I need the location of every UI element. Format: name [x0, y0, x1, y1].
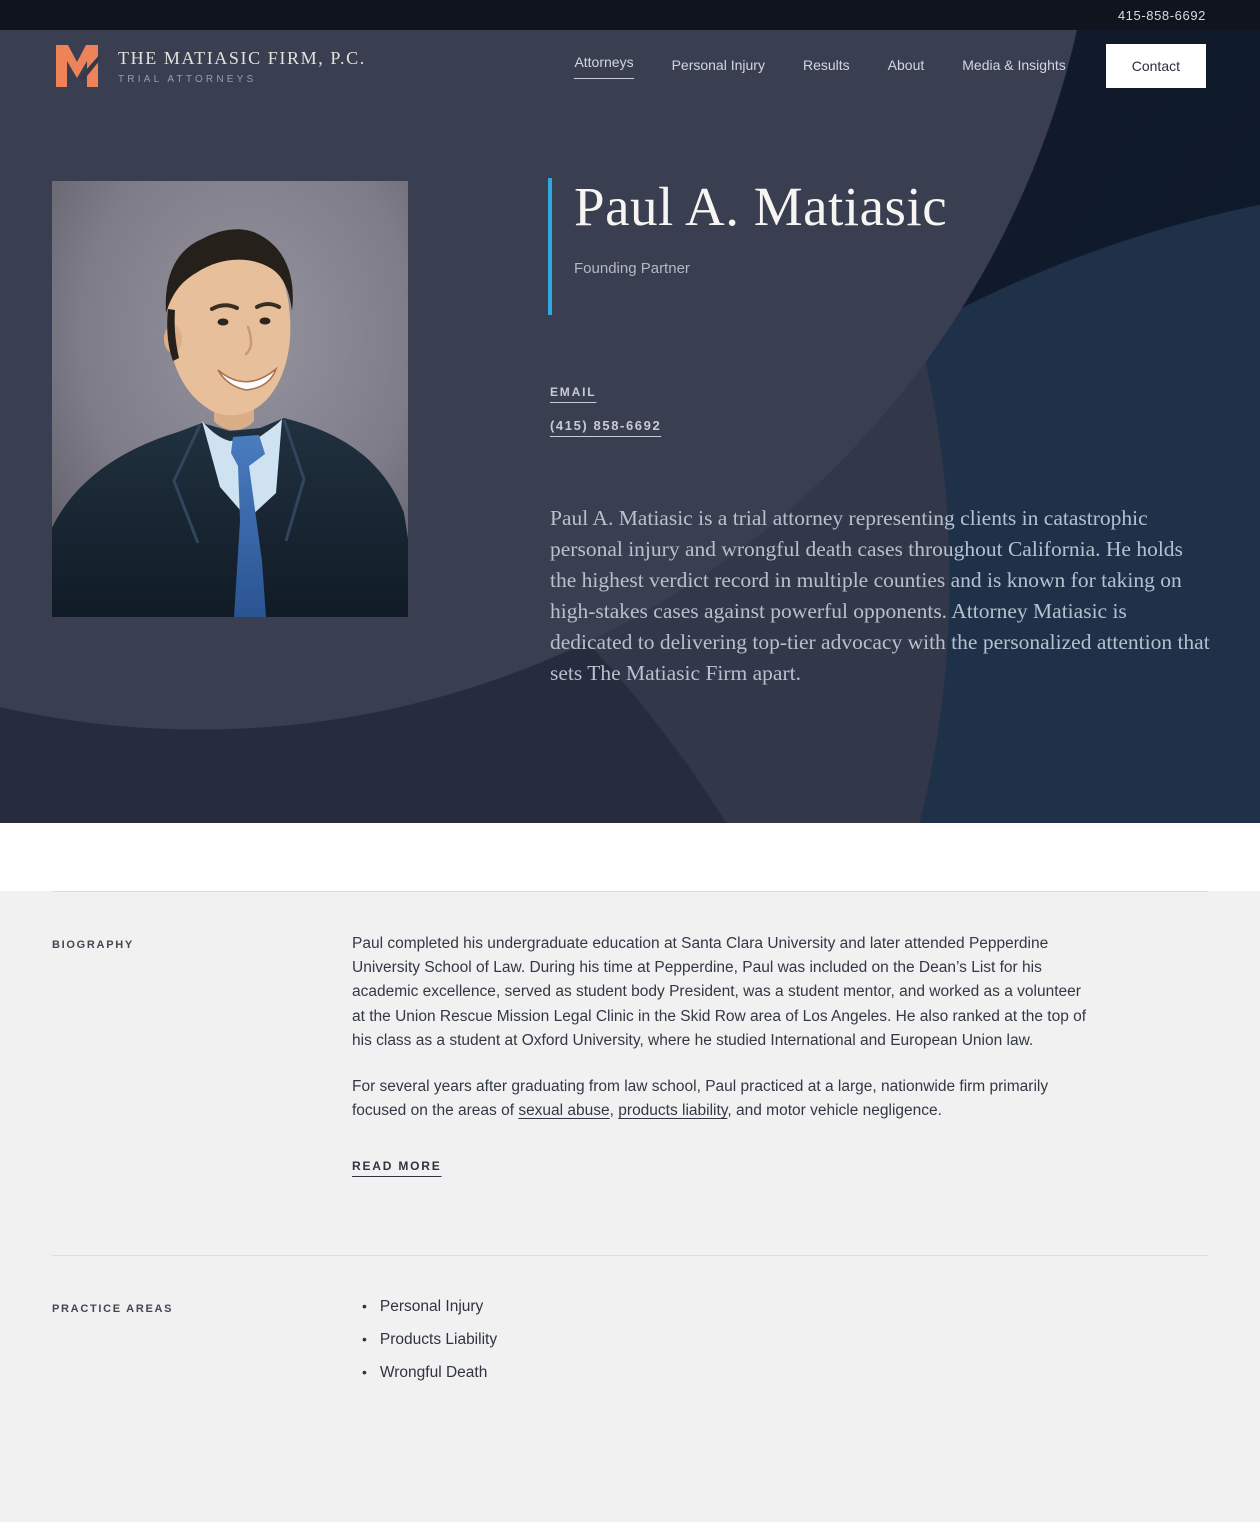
hero-intro-paragraph: Paul A. Matiasic is a trial attorney representing clients in catastrophic personal injury and wrongful death cases throughout California. He holds the highest verdict record in multiple counties and is known for taking on high-stakes cases against powerful opponents. Attorney Matiasic is dedicated to delivering top-tier advocacy with the personalized attention that sets The Matiasic Firm apart.: [550, 506, 1210, 685]
brand-logo[interactable]: [54, 43, 366, 89]
header-right: [574, 44, 1206, 88]
logo-m-icon: [54, 43, 100, 89]
practice-area-item: • Products Liability: [352, 1331, 1092, 1349]
brand-tagline: TRIAL ATTORNEYS: [118, 73, 257, 85]
hero-right-column: [548, 178, 1210, 823]
dark-hero-wrap: [0, 30, 1260, 823]
email-link[interactable]: EMAIL: [550, 385, 597, 399]
biography-label-col: [52, 932, 352, 1175]
biography-label: BIOGRAPHY: [52, 939, 134, 951]
biography-row: [52, 932, 1208, 1175]
brand-name: THE MATIASIC FIRM, P.C.: [118, 47, 366, 68]
top-utility-bar: [0, 0, 1260, 30]
sexual-abuse-link[interactable]: sexual abuse: [518, 1102, 610, 1120]
section-divider: [52, 891, 1208, 892]
read-more-link[interactable]: READ MORE: [352, 1159, 442, 1174]
contact-button[interactable]: Contact: [1106, 44, 1206, 88]
nav-item[interactable]: Attorneys: [574, 54, 633, 79]
bio-p2-text: For several years after graduating from law school, Paul practiced at a large, nationwide firm primarily focused on the areas of: [352, 1077, 1049, 1120]
attorney-portrait: [52, 181, 408, 617]
site-header: [0, 30, 1260, 102]
practice-areas-content: [352, 1296, 1092, 1397]
hero-section: [0, 102, 1260, 823]
bio-p2-text: , and motor vehicle negligence.: [727, 1102, 942, 1120]
content-section: [0, 891, 1260, 1522]
hero-title-block: [548, 178, 1210, 315]
brand-text: [118, 48, 366, 85]
practice-areas-label: PRACTICE AREAS: [52, 1303, 174, 1316]
bio-p2-text: ,: [609, 1102, 619, 1120]
nav-item[interactable]: Media & Insights: [962, 56, 1066, 73]
section-divider: [52, 1255, 1208, 1256]
biography-paragraph-2: [352, 1075, 1092, 1123]
nav-item[interactable]: Results: [802, 56, 850, 73]
practice-areas-list: [352, 1298, 1092, 1382]
topbar-phone-link[interactable]: 415-858-6692: [1117, 7, 1206, 23]
nav-item[interactable]: Personal Injury: [671, 56, 765, 73]
practice-area-item: • Wrongful Death: [352, 1364, 1092, 1382]
biography-content: [352, 932, 1092, 1175]
hero-contacts: [550, 383, 661, 435]
biography-paragraph-1: Paul completed his undergraduate education at Santa Clara University and later attended Pepperdine University School of Law. During his time at Pepperdine, Paul was included on the Dean’s List for his academic excellence, served as student body President, was a student mentor, and worked as a volunteer at the Union Rescue Mission Legal Clinic in the Skid Row area of Los Angeles. He also ranked at the top of his class as a student at Oxford University, where he studied International and European Union law.: [352, 935, 1087, 1049]
attorney-name-heading: Paul A. Matiasic: [574, 176, 948, 237]
attorney-role: Founding Partner: [574, 259, 690, 277]
products-liability-link[interactable]: products liability: [618, 1102, 728, 1120]
nav-item[interactable]: About: [887, 56, 925, 73]
main-nav: [574, 54, 1065, 79]
practice-areas-row: [52, 1296, 1208, 1397]
practice-area-item: • Personal Injury: [352, 1298, 1092, 1316]
phone-link[interactable]: (415) 858-6692: [550, 418, 662, 433]
practice-areas-label-col: [52, 1296, 352, 1397]
